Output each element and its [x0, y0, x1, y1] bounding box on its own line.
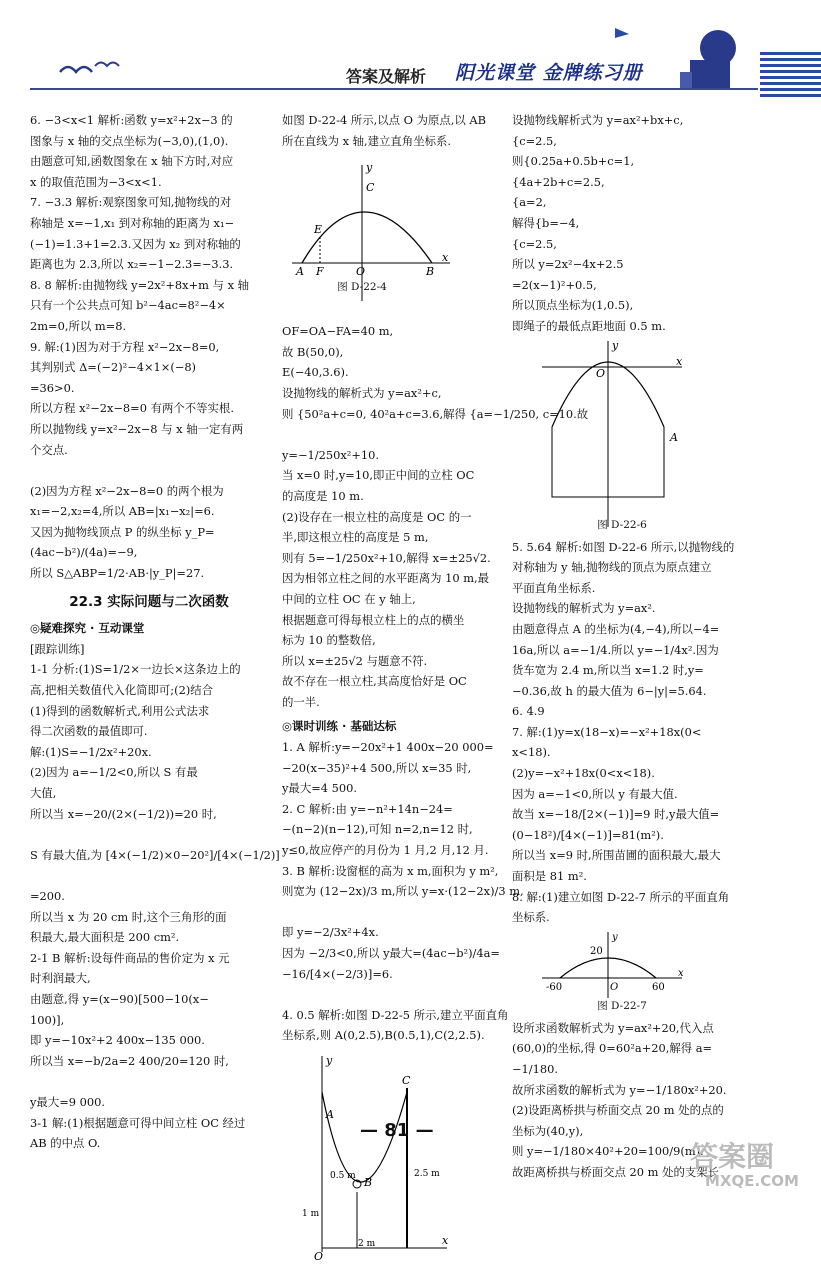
text-line: 所以当 x 为 20 cm 时,这个三角形的面 — [30, 909, 227, 924]
text-line: 解:(1)S=−1/2x²+20x. — [30, 744, 152, 759]
text-line: 6. −3<x<1 解析:函数 y=x²+2x−3 的 — [30, 113, 233, 127]
svg-text:y: y — [612, 931, 618, 943]
svg-text:C: C — [402, 1073, 411, 1087]
text-line: =2(x−1)²+0.5, — [512, 277, 597, 292]
text-line: 4. 0.5 解析:如图 D-22-5 所示,建立平面直角 — [282, 1007, 509, 1022]
text-line: {a=2, — [512, 195, 547, 210]
text-line: 货车宽为 2.4 m,所以当 x=1.2 时,y= — [512, 663, 704, 678]
text-line: 则 {50²a+c=0, 40²a+c=3.6,解得 {a=−1/250, c=10.故 — [282, 406, 589, 421]
text-line: 高,把相关数值代入化简即可;(2)结合 — [30, 683, 214, 698]
svg-text:0.5 m: 0.5 m — [330, 1170, 356, 1181]
svg-text:y: y — [326, 1053, 333, 1067]
svg-text:x: x — [678, 967, 684, 979]
text-line: (2)y=−x²+18x(0<x<18). — [512, 766, 655, 781]
text-line: 1. A 解析:y=−20x²+1 400x−20 000= — [282, 740, 494, 755]
text-line: =200. — [30, 888, 65, 903]
text-line: 2. C 解析:由 y=−n²+14n−24= — [282, 801, 453, 816]
text-line: 因为相邻立柱之间的水平距离为 10 m,最 — [282, 571, 490, 586]
text-line: 设抛物线的解析式为 y=ax². — [512, 601, 656, 616]
svg-text:E: E — [314, 223, 323, 237]
svg-text:x: x — [676, 354, 683, 368]
watermark-logo: 答案圈 — [690, 1140, 775, 1173]
text-line: y最大=4 500. — [282, 781, 357, 796]
text-line: 设抛物线的解析式为 y=ax²+c, — [282, 385, 442, 400]
text-line: 由题意,得 y=(x−90)[500−10(x− — [30, 991, 209, 1006]
text-line: 当 x=0 时,y=10,即正中间的立柱 OC — [282, 468, 475, 483]
column-left — [30, 110, 280, 1154]
text-line: 即 y=−2/3x²+4x. — [282, 925, 379, 940]
text-line: 中间的立柱 OC 在 y 轴上, — [282, 591, 416, 606]
text-line — [282, 902, 522, 923]
svg-text:O: O — [610, 981, 619, 993]
building-icon — [690, 60, 730, 88]
text-line: 因为 −2/3<0,所以 y最大=(4ac−b²)/4a= — [282, 946, 500, 960]
text-line: 距离也为 2.3,所以 x₂=−1−2.3=−3.3. — [30, 257, 234, 272]
text-line: 6. 4.9 — [512, 704, 545, 719]
text-line: 如图 D-22-4 所示,以点 O 为原点,以 AB — [282, 113, 486, 127]
text-line: 其判别式 Δ=(−2)²−4×1×(−8) — [30, 360, 197, 375]
text-line: AB 的中点 O. — [30, 1136, 101, 1151]
text-line — [30, 460, 268, 481]
text-line: 则有 5=−1/250x²+10,解得 x=±25√2. — [282, 550, 491, 565]
text-line: y最大=9 000. — [30, 1094, 105, 1109]
text-line: 所以顶点坐标为(1,0.5), — [512, 298, 634, 313]
svg-text:O: O — [314, 1249, 324, 1263]
bird-icon — [95, 63, 119, 67]
text-line: 8. 解:(1)建立如图 D-22-7 所示的平面直角 — [512, 889, 730, 904]
text-line: 5. 5.64 解析:如图 D-22-6 所示,以抛物线的 — [512, 539, 735, 554]
figure-caption: 图 D-22-7 — [597, 999, 647, 1012]
header-title: 答案及解析 — [346, 67, 427, 86]
text-line: 坐标系,则 A(0,2.5),B(0.5,1),C(2,2.5). — [282, 1028, 485, 1043]
text-line: 设所求函数解析式为 y=ax²+20,代入点 — [512, 1020, 714, 1035]
text-line: 3. B 解析:设窗框的高为 x m,面积为 y m², — [282, 863, 499, 878]
svg-text:60: 60 — [652, 981, 665, 993]
text-line: y=−1/250x²+10. — [282, 447, 379, 462]
text-line: 解得{b=−4, — [512, 215, 580, 230]
text-line: 的高度是 10 m. — [282, 488, 364, 503]
figure-caption: 图 D-22-6 — [597, 518, 647, 531]
subsection-heading: ◎疑难探究 · 互动课堂 — [30, 621, 145, 636]
text-line: −16/[4×(−2/3)]=6. — [282, 966, 393, 981]
text-line: 所在直线为 x 轴,建立直角坐标系. — [282, 133, 451, 148]
text-line: 由题意可知,函数图象在 x 轴下方时,对应 — [30, 154, 234, 169]
subsection-heading: ◎课时训练 · 基础达标 — [282, 719, 397, 734]
axis-y-label: y — [366, 161, 373, 175]
text-line: 8. 8 解析:由抛物线 y=2x²+8x+m 与 x 轴 — [30, 277, 250, 292]
text-line — [30, 865, 268, 886]
text-line: (1)得到的函数解析式,利用公式法求 — [30, 703, 210, 718]
text-line: (−1)=1.3+1=2.3.又因为 x₂ 到对称轴的 — [30, 236, 241, 251]
figure-d-22-5 — [282, 1046, 522, 1266]
svg-text:2.5 m: 2.5 m — [414, 1168, 440, 1179]
figure-d-22-6 — [512, 337, 752, 537]
text-line: 故 B(50,0), — [282, 344, 344, 359]
page-number: — 81 — — [360, 1120, 434, 1141]
svg-text:A: A — [296, 265, 304, 279]
text-line: OF=OA−FA=40 m, — [282, 324, 394, 339]
tag-label: [跟踪训练] — [30, 641, 85, 656]
text-line: (2)因为方程 x²−2x−8=0 的两个根为 — [30, 483, 224, 498]
figure-d-22-4 — [282, 151, 522, 321]
text-line: E(−40,3.6). — [282, 365, 349, 380]
text-line: 因为 a=−1<0,所以 y 有最大值. — [512, 786, 678, 801]
svg-text:A: A — [326, 1107, 334, 1121]
svg-text:C: C — [366, 181, 375, 195]
svg-text:2 m: 2 m — [358, 1238, 376, 1249]
text-line: 又因为抛物线顶点 P 的纵坐标 y_P= — [30, 524, 215, 539]
svg-text:B: B — [426, 265, 435, 279]
text-line: {c=2.5, — [512, 133, 557, 148]
svg-text:B: B — [364, 1175, 373, 1189]
text-line: y≤0,故应停产的月份为 1 月,2 月,12 月. — [282, 843, 489, 858]
text-line: x<18). — [512, 745, 551, 760]
text-line: (2)因为 a=−1/2<0,所以 S 有最 — [30, 765, 198, 780]
text-line: 积最大,最大面积是 200 cm². — [30, 930, 180, 945]
header-brand: 阳光课堂 金牌练习册 — [455, 62, 643, 84]
axis-x-label: x — [442, 251, 449, 265]
text-line: 100)], — [30, 1012, 65, 1027]
text-line: 称轴是 x=−1,x₁ 到对称轴的距离为 x₁− — [30, 215, 235, 230]
svg-text:O: O — [596, 366, 606, 380]
page-header — [0, 0, 821, 100]
text-line: (4ac−b²)/(4a)=−9, — [30, 545, 138, 560]
text-line: 1-1 分析:(1)S=1/2×一边长×这条边上的 — [30, 662, 241, 677]
text-line: 标为 10 的整数倍, — [282, 633, 376, 648]
figure-caption: 图 D-22-4 — [337, 281, 387, 294]
text-line: 大值, — [30, 786, 57, 800]
text-line: 半,即这根立柱的高度是 5 m, — [282, 530, 429, 545]
text-line: 图象与 x 轴的交点坐标为(−3,0),(1,0). — [30, 133, 229, 148]
text-line: =36>0. — [30, 380, 75, 395]
text-line: 3-1 解:(1)根据题意可得中间立柱 OC 经过 — [30, 1115, 246, 1130]
text-line: (0−18²)/[4×(−1)]=81(m²). — [512, 827, 664, 842]
text-line: x 的取值范围为−3<x<1. — [30, 174, 162, 189]
text-line: −1/180. — [512, 1062, 558, 1076]
svg-text:A: A — [670, 430, 678, 444]
text-line: {4a+2b+c=2.5, — [512, 174, 605, 189]
text-line: 故所求函数的解析式为 y=−1/180x²+20. — [512, 1082, 727, 1097]
section-heading: 22.3 实际问题与二次函数 — [69, 593, 229, 610]
text-line: {c=2.5, — [512, 236, 557, 251]
column-right — [512, 110, 752, 1183]
text-line: 则宽为 (12−2x)/3 m,所以 y=x·(12−2x)/3 m, — [282, 884, 524, 899]
text-line: 个交点. — [30, 442, 68, 457]
text-line: 2m=0,所以 m=8. — [30, 318, 127, 333]
svg-text:F: F — [316, 265, 324, 279]
text-line: 7. 解:(1)y=x(18−x)=−x²+18x(0< — [512, 724, 702, 739]
svg-text:1 m: 1 m — [302, 1208, 320, 1219]
text-line — [282, 424, 522, 445]
text-line: 所以当 x=−b/2a=2 400/20=120 时, — [30, 1053, 229, 1068]
text-line: 所以 S△ABP=1/2·AB·|y_P|=27. — [30, 566, 205, 581]
text-line: 根据题意可得每根立柱上的点的横坐 — [282, 612, 465, 627]
text-line: 所以当 x=9 时,所围苗圃的面积最大,最大 — [512, 848, 721, 863]
text-line — [282, 984, 522, 1005]
text-line: 设抛物线解析式为 y=ax²+bx+c, — [512, 113, 684, 127]
text-line: (60,0)的坐标,得 0=60²a+20,解得 a= — [512, 1041, 713, 1056]
text-line: 即 y=−10x²+2 400x−135 000. — [30, 1033, 205, 1048]
text-line: 故不存在一根立柱,其高度恰好是 OC — [282, 674, 467, 689]
text-line: 平面直角坐标系. — [512, 580, 596, 595]
text-line: 坐标系. — [512, 910, 550, 925]
text-line: 所以抛物线 y=x²−2x−8 与 x 轴一定有两 — [30, 421, 244, 436]
text-line: 只有一个公共点可知 b²−4ac=8²−4× — [30, 298, 226, 313]
text-line: −(n−2)(n−12),可知 n=2,n=12 时, — [282, 822, 473, 837]
text-line: 时利润最大, — [30, 971, 91, 986]
figure-d-22-7 — [512, 928, 752, 1018]
bird-icon — [60, 67, 92, 72]
text-line: x₁=−2,x₂=4,所以 AB=|x₁−x₂|=6. — [30, 504, 215, 519]
text-line: 即绳子的最低点距地面 0.5 m. — [512, 318, 666, 333]
text-line: −20(x−35)²+4 500,所以 x=35 时, — [282, 760, 472, 775]
text-line: S 有最大值,为 [4×(−1/2)×0−20²]/[4×(−1/2)] — [30, 847, 280, 862]
text-line: 9. 解:(1)因为对于方程 x²−2x−8=0, — [30, 339, 220, 354]
svg-text:y: y — [612, 338, 619, 352]
text-line — [30, 824, 268, 845]
svg-text:-60: -60 — [546, 981, 563, 993]
plane-icon — [615, 28, 629, 38]
text-line: 对称轴为 y 轴,抛物线的顶点为原点建立 — [512, 560, 712, 575]
text-line: 所以方程 x²−2x−8=0 有两个不等实根. — [30, 401, 234, 416]
text-line: 面积是 81 m². — [512, 869, 587, 884]
text-line: 则{0.25a+0.5b+c=1, — [512, 154, 635, 169]
watermark-url: MXQE.COM — [705, 1172, 799, 1190]
text-line: 的一半. — [282, 694, 320, 709]
svg-text:x: x — [442, 1233, 449, 1247]
text-line: 由题意得点 A 的坐标为(4,−4),所以−4= — [512, 621, 720, 636]
text-line: 得二次函数的最值即可. — [30, 724, 148, 739]
text-line: −0.36,故 h 的最大值为 6−|y|=5.64. — [512, 683, 707, 698]
svg-text:20: 20 — [590, 945, 603, 957]
text-line: (2)设距离桥拱与桥面交点 20 m 处的点的 — [512, 1103, 724, 1118]
text-line: 7. −3.3 解析:观察图象可知,抛物线的对 — [30, 195, 232, 210]
header-stripes — [760, 52, 821, 100]
text-line: 故距离桥拱与桥面交点 20 m 处的支架长 — [512, 1164, 720, 1179]
text-line: 坐标为(40,y), — [512, 1123, 584, 1138]
text-line: 所以 y=2x²−4x+2.5 — [512, 257, 624, 272]
text-line: 2-1 B 解析:设每件商品的售价定为 x 元 — [30, 950, 230, 965]
text-line: (2)设存在一根立柱的高度是 OC 的一 — [282, 509, 472, 524]
text-line: 所以当 x=−20/(2×(−1/2))=20 时, — [30, 806, 217, 821]
text-line — [30, 1071, 268, 1092]
text-line: 故当 x=−18/[2×(−1)]=9 时,y最大值= — [512, 807, 720, 822]
text-line: 则 y=−1/180×40²+20=100/9(m). — [512, 1144, 704, 1159]
svg-text:O: O — [356, 265, 366, 279]
text-line: 所以 x=±25√2 与题意不符. — [282, 653, 428, 668]
text-line: 16a,所以 a=−1/4.所以 y=−1/4x².因为 — [512, 642, 719, 657]
